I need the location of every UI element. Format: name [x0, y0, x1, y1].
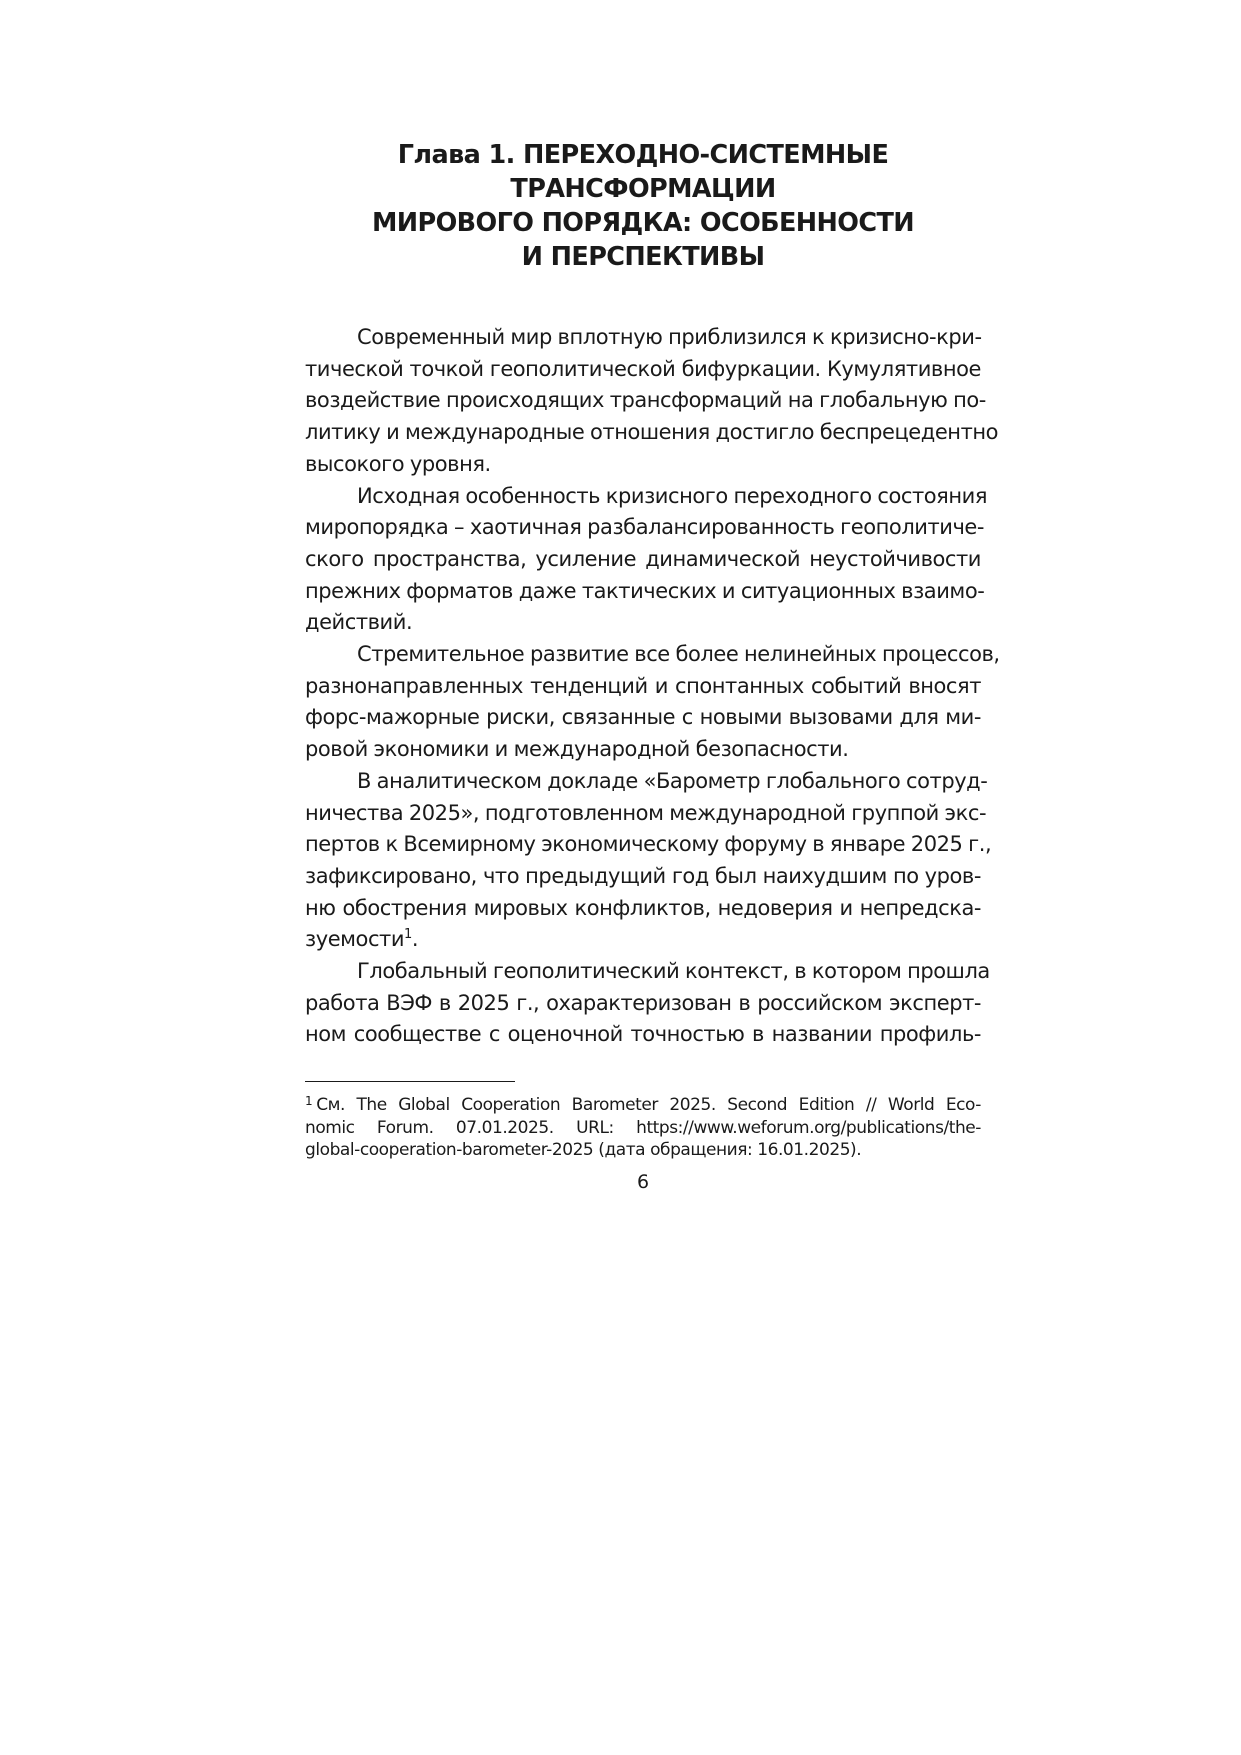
- text-line: Стремительное развитие все более нелинейных процессов,: [357, 642, 1000, 667]
- footnote-marker: 1: [305, 1094, 313, 1109]
- text-line: прежних форматов даже тактических и ситуационных взаимо-: [305, 578, 985, 603]
- book-page: [305, 138, 1000, 1194]
- paragraph-1: [305, 322, 999, 481]
- text-line: зафиксировано, что предыдущий год был наихудшим по уров-: [305, 863, 981, 888]
- footnote-reference[interactable]: 1: [404, 927, 412, 943]
- text-line: пертов к Всемирному экономическому форуму в январе 2025 г.,: [305, 832, 992, 857]
- text-line-with-footnote: зуемости$^1$.: [305, 927, 419, 952]
- chapter-title: [305, 138, 981, 274]
- text-line: ского пространства, усиление динамической неустойчивости: [305, 546, 981, 571]
- chapter-title-line: МИРОВОГО ПОРЯДКА: ОСОБЕННОСТИ: [371, 208, 915, 238]
- text-line: Современный мир вплотную приблизился к кризисно-кри-: [357, 325, 982, 349]
- text-line: ничества 2025», подготовленном международной группой экс-: [305, 800, 987, 825]
- text-line: миропорядка – хаотичная разбалансированность геополитиче-: [305, 515, 985, 540]
- text-line: действий.: [305, 610, 413, 635]
- footnote: [305, 1094, 981, 1162]
- body-text: [305, 322, 1000, 1051]
- text-line: В аналитическом докладе «Барометр глобального сотруд-: [357, 768, 988, 793]
- text-line: высокого уровня.: [305, 451, 491, 476]
- text-line: разнонаправленных тенденций и спонтанных событий вносят: [305, 673, 981, 698]
- footnote-line: [305, 1094, 981, 1117]
- page-number: 6: [636, 1170, 650, 1193]
- text-line: работа ВЭФ в 2025 г., охарактеризован в российском эксперт-: [305, 990, 981, 1015]
- text-line: Глобальный геополитический контекст, в котором прошла: [357, 959, 990, 984]
- text-line: ню обострения мировых конфликтов, недоверия и непредска-: [305, 895, 981, 920]
- text-line: тической точкой геополитической бифуркации. Кумулятивное: [305, 356, 981, 381]
- text-fragment: зуемости: [305, 927, 405, 952]
- footnote-divider: [305, 1081, 515, 1082]
- text-line: Исходная особенность кризисного переходного состояния: [357, 483, 988, 508]
- paragraph-4: [305, 766, 992, 956]
- text-line: ном сообществе с оценочной точностью в названии профиль-: [305, 1022, 981, 1047]
- paragraph-5: [305, 956, 990, 1051]
- footnote-text: См. The Global Cooperation Barometer 2025. Second Edition // World Eco-: [316, 1095, 981, 1116]
- text-line: ровой экономики и международной безопасности.: [305, 737, 849, 762]
- footnote-line: nomic Forum. 07.01.2025. URL: https://www.weforum.org/publications/the-: [305, 1117, 981, 1138]
- chapter-title-line: И ПЕРСПЕКТИВЫ: [521, 242, 765, 272]
- text-line: воздействие происходящих трансформаций на глобальную по-: [305, 388, 986, 413]
- paragraph-2: [305, 481, 988, 640]
- chapter-title-line: Глава 1. ПЕРЕХОДНО-СИСТЕМНЫЕ ТРАНСФОРМАЦИИ: [397, 140, 889, 204]
- text-line: литику и международные отношения достигло беспрецедентно: [305, 420, 999, 445]
- footnote-line: global-cooperation-barometer-2025 (дата обращения: 16.01.2025).: [305, 1140, 862, 1161]
- text-line: форс-мажорные риски, связанные с новыми вызовами для ми-: [305, 705, 981, 730]
- paragraph-3: [305, 639, 1000, 766]
